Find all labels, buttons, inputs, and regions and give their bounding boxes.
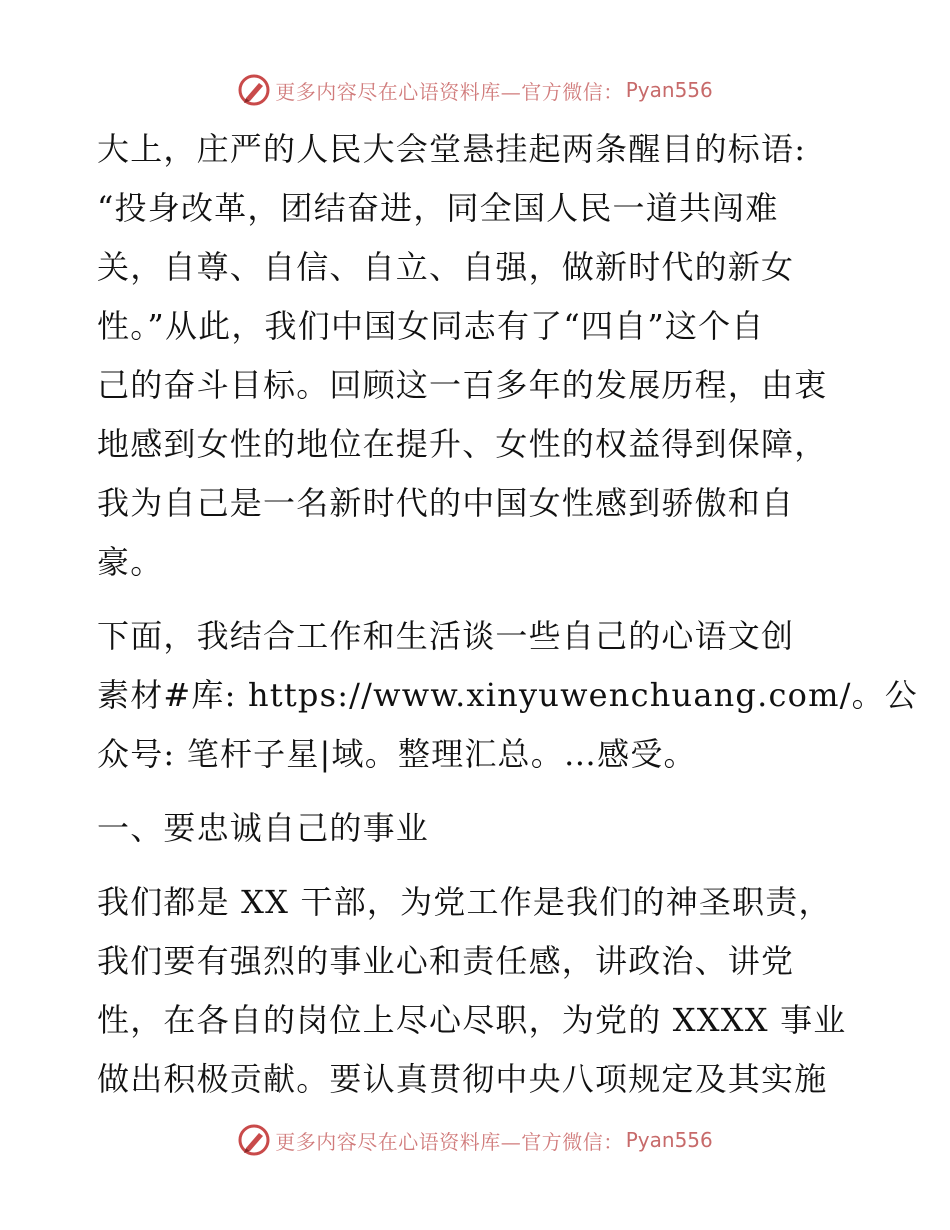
watermark-text: 更多内容尽在心语资料库—官方微信：	[275, 79, 624, 104]
text-line: 素材#库: https://www.xinyuwenchuang.com/。公	[97, 676, 919, 714]
text-line: 我们要有强烈的事业心和责任感，讲政治、讲党	[97, 942, 795, 980]
document-body	[97, 120, 919, 1109]
watermark-text: 更多内容尽在心语资料库—官方微信：	[275, 1129, 624, 1154]
text-line: 性，在各自的岗位上尽心尽职，为党的 XXXX 事业	[97, 1001, 847, 1039]
watermark-brand: Pyan556	[625, 1128, 713, 1152]
paragraph	[97, 873, 857, 1109]
paragraph	[97, 120, 857, 592]
watermark-brand: Pyan556	[625, 78, 713, 102]
section-heading	[97, 799, 857, 858]
text-line: 豪。	[97, 543, 164, 581]
text-line: 关，自尊、自信、自立、自强，做新时代的新女	[97, 248, 795, 286]
text-line: 众号: 笔杆子星|域。整理汇总。…感受。	[97, 735, 697, 773]
pen-logo-icon	[237, 73, 271, 107]
pen-logo-icon	[237, 1123, 271, 1157]
footer-watermark	[0, 1120, 950, 1160]
paragraph	[97, 607, 919, 784]
text-line: 做出积极贡献。要认真贯彻中央八项规定及其实施	[97, 1060, 828, 1098]
text-line: 我们都是 XX 干部，为党工作是我们的神圣职责，	[97, 883, 832, 921]
text-line: 我为自己是一名新时代的中国女性感到骄傲和自	[97, 484, 795, 522]
heading-line: 一、要忠诚自己的事业	[97, 809, 430, 847]
text-line: 地感到女性的地位在提升、女性的权益得到保障，	[97, 425, 828, 463]
header-watermark	[0, 70, 950, 110]
text-line: 性。”从此，我们中国女同志有了“四自”这个自	[97, 307, 765, 345]
text-line: 大上，庄严的人民大会堂悬挂起两条醒目的标语:	[97, 130, 807, 168]
text-line: “投身改革，团结奋进，同全国人民一道共闯难	[97, 189, 779, 227]
text-line: 己的奋斗目标。回顾这一百多年的发展历程，由衷	[97, 366, 828, 404]
text-line: 下面，我结合工作和生活谈一些自己的心语文创	[97, 617, 795, 655]
